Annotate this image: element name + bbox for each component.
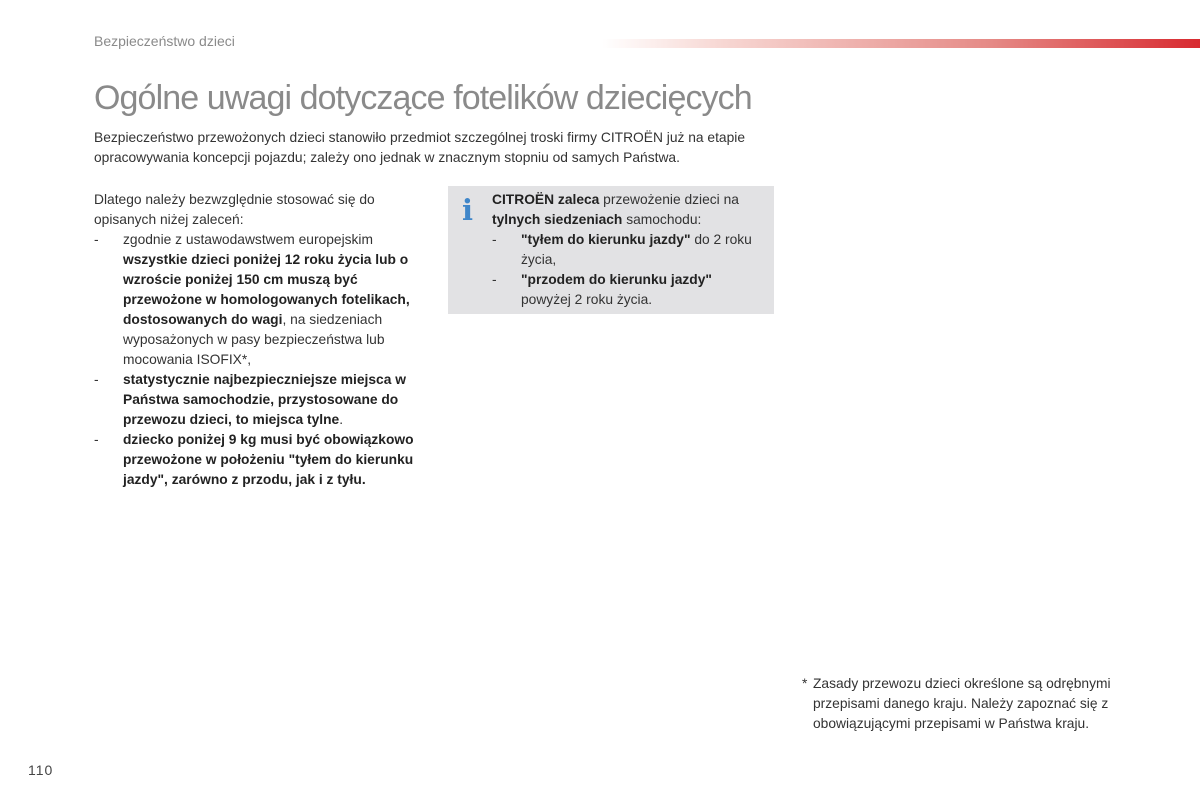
footnote: [802, 674, 1142, 734]
item-text: , na siedzeniach wyposażonych w pasy bezpieczeństwa lub mocowania ISOFIX*,: [123, 312, 385, 367]
info-text: przewożenie dzieci na: [599, 192, 739, 207]
info-bold-text: "tyłem do kierunku jazdy": [521, 232, 691, 247]
bullet-dash: -: [492, 272, 497, 287]
intro-paragraph: Bezpieczeństwo przewożonych dzieci stanowiło przedmiot szczególnej troski firmy CITROËN już na etapie opracowywania koncepcji pojazdu; zależy ono jednak w znacznym stopniu od samych Państwa.: [94, 130, 746, 165]
list-item: [94, 230, 424, 370]
info-bold-text: "przodem do kierunku jazdy": [521, 272, 712, 287]
footnote-text: Zasady przewozu dzieci określone są odrębnymi przepisami danego kraju. Należy zapoznać się z obowiązującymi przepisami w Państwa kraju.: [813, 676, 1111, 731]
info-text: samochodu:: [622, 212, 702, 227]
bullet-dash: -: [492, 232, 497, 247]
item-bold-text: statystycznie najbezpieczniejsze miejsca w Państwa samochodzie, przystosowane do przewozu dzieci, to miejsca tylne: [123, 372, 406, 427]
item-text: .: [339, 412, 344, 427]
recommendations-lead: Dlatego należy bezwzględnie stosować się do opisanych niżej zaleceń:: [94, 192, 375, 227]
item-text: zgodnie z ustawodawstwem europejskim: [123, 232, 373, 247]
bullet-dash: -: [94, 432, 99, 447]
section-title: Bezpieczeństwo dzieci: [94, 33, 235, 49]
item-bold-text: wszystkie dzieci poniżej 12 roku życia lub o wzroście poniżej 150 cm muszą być przewożone w homologowanych fotelikach, dostosowanych do wagi: [123, 252, 410, 327]
info-lead: [492, 190, 764, 230]
page-title: Ogólne uwagi dotyczące fotelików dziecięcych: [94, 79, 752, 117]
info-text: do 2 roku życia,: [521, 232, 752, 267]
list-item: [492, 230, 764, 270]
list-item: [94, 430, 424, 490]
page-number: 110: [28, 762, 54, 778]
info-text: powyżej 2 roku życia.: [521, 292, 653, 307]
list-item: [492, 270, 764, 310]
header-accent-bar: [602, 39, 1200, 48]
recommendations-list: [94, 230, 424, 490]
footnote-marker: *: [802, 676, 808, 691]
bullet-dash: -: [94, 372, 99, 387]
info-box: [448, 186, 774, 314]
info-icon: i: [462, 193, 474, 227]
list-item: [94, 370, 424, 430]
item-bold-text: dziecko poniżej 9 kg musi być obowiązkowo przewożone w położeniu "tyłem do kierunku jazdy", zarówno z przodu, jak i z tyłu.: [123, 432, 414, 487]
info-bold-text: CITROËN zaleca: [492, 192, 600, 207]
info-bold-text: tylnych siedzeniach: [492, 212, 623, 227]
recommendations-column: [94, 190, 424, 490]
info-list: [492, 230, 764, 310]
bullet-dash: -: [94, 232, 99, 247]
